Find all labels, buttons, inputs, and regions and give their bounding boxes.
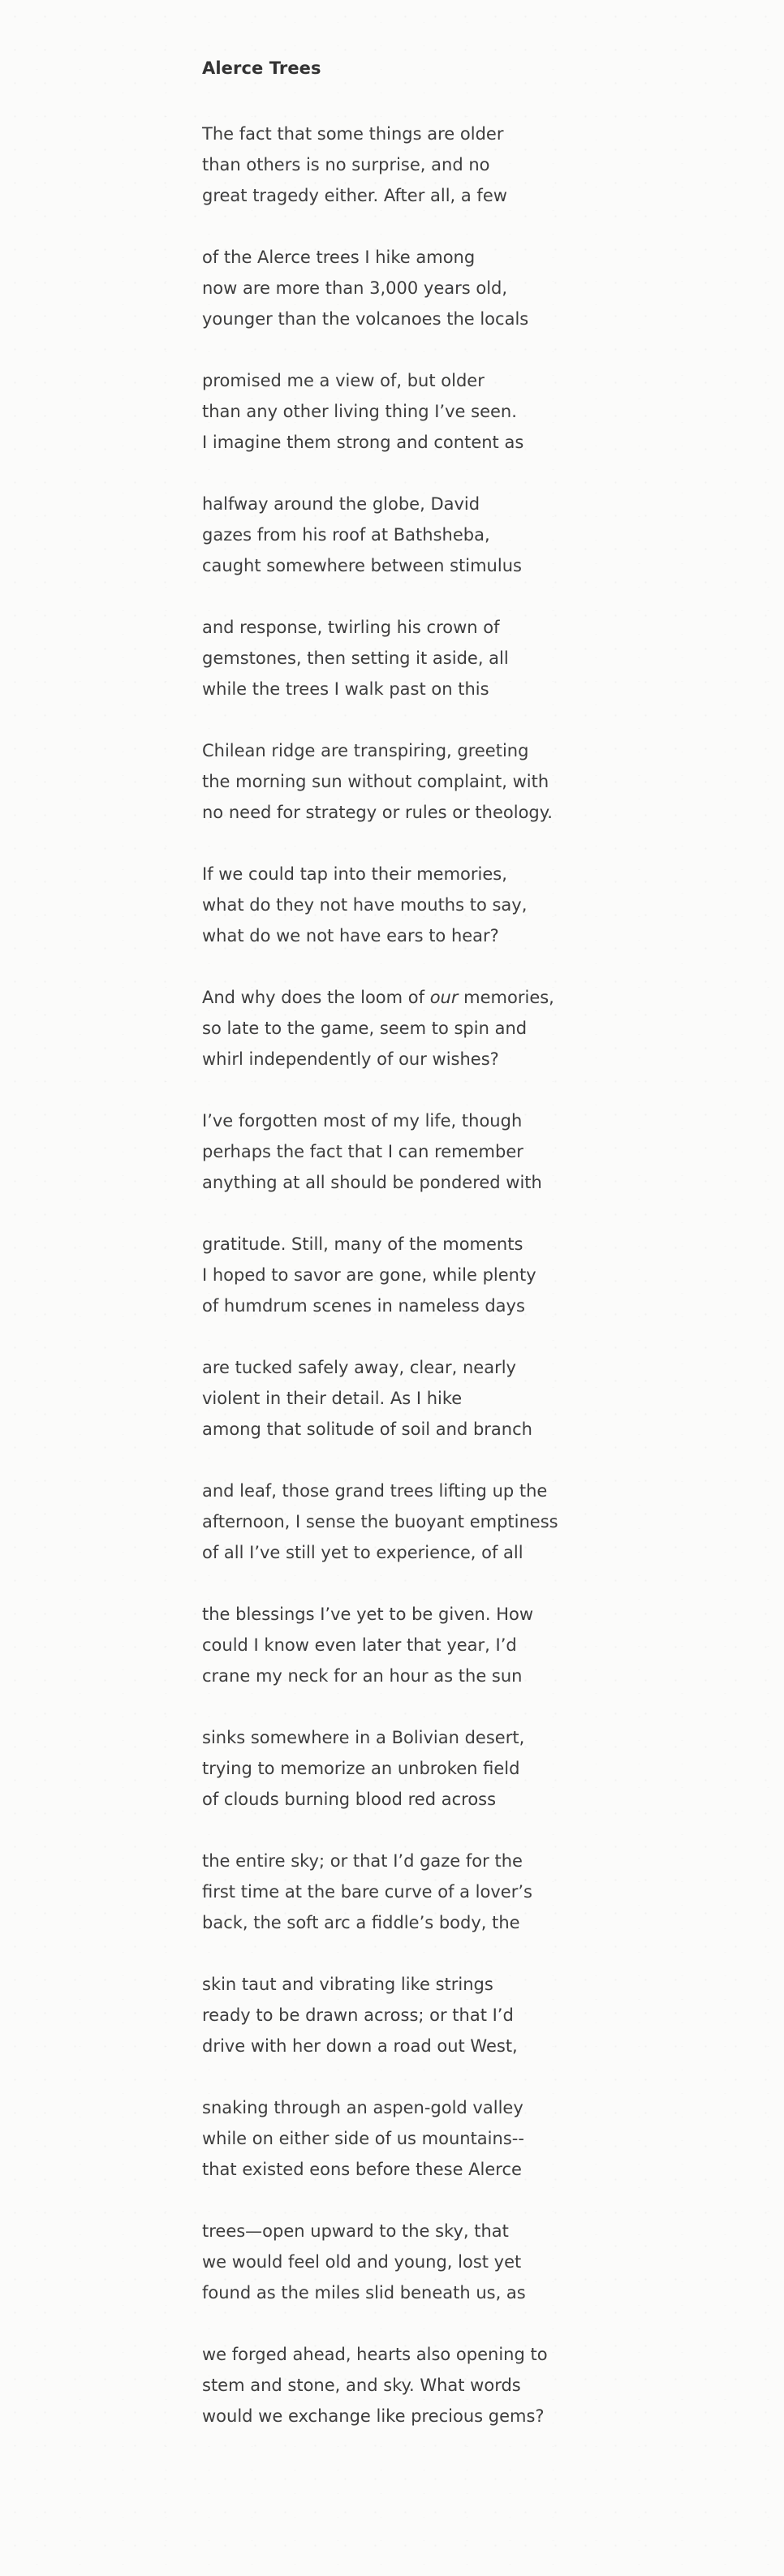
poem-line: than others is no surprise, and no xyxy=(202,155,490,174)
poem-line: of clouds burning blood red across xyxy=(202,1790,497,1809)
stanza xyxy=(202,612,657,704)
line-segment: And why does the loom of xyxy=(202,988,430,1007)
poem-line: skin taut and vibrating like strings xyxy=(202,1975,493,1994)
poem-line: of humdrum scenes in nameless days xyxy=(202,1296,525,1316)
poem-line: the morning sun without complaint, with xyxy=(202,772,549,791)
poem-line: we forged ahead, hearts also opening to xyxy=(202,2345,548,2364)
stanza xyxy=(202,118,657,211)
poem-line: I imagine them strong and content as xyxy=(202,433,524,452)
stanza xyxy=(202,1969,657,2061)
poem-line: what do we not have ears to hear? xyxy=(202,926,499,946)
poem-line: crane my neck for an hour as the sun xyxy=(202,1666,523,1686)
poem-body xyxy=(202,118,657,2432)
stanza xyxy=(202,859,657,951)
poem-line: of the Alerce trees I hike among xyxy=(202,248,476,267)
poem-line: trees—open upward to the sky, that xyxy=(202,2221,509,2241)
poem-line: could I know even later that year, I’d xyxy=(202,1635,517,1655)
poem-line: The fact that some things are older xyxy=(202,124,504,144)
poem-line: than any other living thing I’ve seen. xyxy=(202,402,517,421)
stanza xyxy=(202,1846,657,1938)
poem-line: Chilean ridge are transpiring, greeting xyxy=(202,741,529,760)
stanza xyxy=(202,2216,657,2308)
poem-line: would we exchange like precious gems? xyxy=(202,2406,545,2426)
stanza xyxy=(202,982,657,1075)
stanza xyxy=(202,1352,657,1445)
poem-line: drive with her down a road out West, xyxy=(202,2036,518,2056)
poem-line: perhaps the fact that I can remember xyxy=(202,1142,523,1161)
poem-line: while on either side of us mountains-- xyxy=(202,2129,524,2148)
poem-line: promised me a view of, but older xyxy=(202,371,485,390)
poem-line: gratitude. Still, many of the moments xyxy=(202,1234,523,1254)
poem-line: younger than the volcanoes the locals xyxy=(202,309,529,329)
poem-line: no need for strategy or rules or theology. xyxy=(202,803,553,822)
emphasized-word: our xyxy=(429,988,459,1007)
poem-line: among that solitude of soil and branch xyxy=(202,1419,532,1439)
stanza xyxy=(202,1105,657,1198)
stanza xyxy=(202,2092,657,2185)
poem-line: and leaf, those grand trees lifting up the xyxy=(202,1481,548,1501)
poem-line: what do they not have mouths to say, xyxy=(202,895,528,915)
poem-line: that existed eons before these Alerce xyxy=(202,2160,522,2179)
poem-line: anything at all should be pondered with xyxy=(202,1173,542,1192)
poem-line: now are more than 3,000 years old, xyxy=(202,278,508,298)
poem-line: snaking through an aspen-gold valley xyxy=(202,2098,523,2117)
poem-line: and response, twirling his crown of xyxy=(202,618,500,637)
poem-line: of all I’ve still yet to experience, of all xyxy=(202,1543,523,1562)
poem-line: gazes from his roof at Bathsheba, xyxy=(202,525,490,545)
stanza xyxy=(202,1599,657,1691)
poem-line: If we could tap into their memories, xyxy=(202,864,507,884)
poem-line: trying to memorize an unbroken field xyxy=(202,1759,520,1778)
poem-line: great tragedy either. After all, a few xyxy=(202,186,507,205)
poem-line: sinks somewhere in a Bolivian desert, xyxy=(202,1728,525,1747)
poem-line: first time at the bare curve of a lover’s xyxy=(202,1882,532,1902)
poem-line: back, the soft arc a fiddle’s body, the xyxy=(202,1913,520,1932)
poem-line: while the trees I walk past on this xyxy=(202,679,489,699)
poem-line: we would feel old and young, lost yet xyxy=(202,2252,522,2272)
poem-line: halfway around the globe, David xyxy=(202,494,480,514)
poem-line xyxy=(202,982,657,1013)
stanza xyxy=(202,1475,657,1568)
poem xyxy=(202,55,657,2462)
poem-line: violent in their detail. As I hike xyxy=(202,1389,463,1408)
line-segment: memories, xyxy=(458,988,554,1007)
stanza xyxy=(202,489,657,581)
poem-line: so late to the game, seem to spin and xyxy=(202,1019,528,1038)
poem-line: found as the miles slid beneath us, as xyxy=(202,2283,526,2302)
poem-line: I’ve forgotten most of my life, though xyxy=(202,1111,523,1131)
stanza xyxy=(202,365,657,458)
poem-line: stem and stone, and sky. What words xyxy=(202,2376,521,2395)
stanza xyxy=(202,242,657,334)
poem-line: ready to be drawn across; or that I’d xyxy=(202,2005,514,2025)
stanza xyxy=(202,2339,657,2432)
stanza xyxy=(202,1229,657,1321)
poem-line: the entire sky; or that I’d gaze for the xyxy=(202,1851,523,1871)
stanza xyxy=(202,1722,657,1815)
poem-line: afternoon, I sense the buoyant emptiness xyxy=(202,1512,558,1531)
poem-line: I hoped to savor are gone, while plenty xyxy=(202,1265,536,1285)
poem-line: are tucked safely away, clear, nearly xyxy=(202,1358,516,1377)
poem-line: whirl independently of our wishes? xyxy=(202,1049,499,1069)
stanza xyxy=(202,735,657,828)
poem-line: caught somewhere between stimulus xyxy=(202,556,522,575)
poem-title: Alerce Trees xyxy=(202,58,321,78)
poem-line: the blessings I’ve yet to be given. How xyxy=(202,1605,534,1624)
poem-line: gemstones, then setting it aside, all xyxy=(202,648,509,668)
